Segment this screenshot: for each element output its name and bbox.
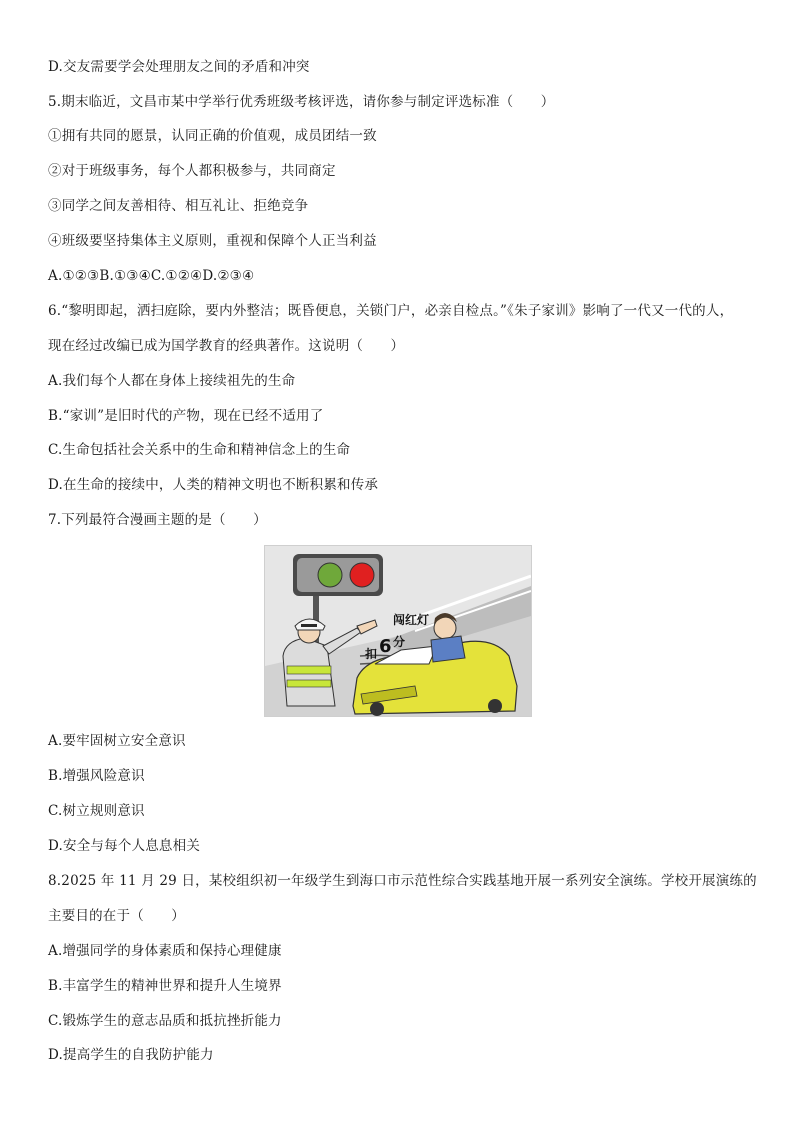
q4-option-d: D.交友需要学会处理朋友之间的矛盾和冲突 bbox=[48, 59, 310, 75]
q6-option-d: D.在生命的接续中，人类的精神文明也不断积累和传承 bbox=[48, 477, 379, 493]
q6-stem-line2: 现在经过改编已成为国学教育的经典著作。这说明（ ） bbox=[48, 338, 405, 354]
q7-option-d: D.安全与每个人息息相关 bbox=[48, 838, 201, 854]
q5-stem: 5.期末临近，文昌市某中学举行优秀班级考核评选，请你参与制定评选标准（ ） bbox=[48, 94, 555, 110]
penalty-number: 6 bbox=[379, 636, 392, 657]
q5-item-2: ②对于班级事务，每个人都积极参与，共同商定 bbox=[48, 163, 336, 179]
q8-option-b: B.丰富学生的精神世界和提升人生境界 bbox=[48, 978, 282, 994]
penalty-text: 扣 bbox=[365, 647, 378, 661]
q8-stem-line2: 主要目的在于（ ） bbox=[48, 908, 185, 924]
q6-option-c: C.生命包括社会关系中的生命和精神信念上的生命 bbox=[48, 442, 351, 458]
q5-item-1: ①拥有共同的愿景，认同正确的价值观，成员团结一致 bbox=[48, 128, 377, 144]
cartoon-illustration bbox=[265, 546, 531, 716]
q8-stem-line1: 8.2025 年 11 月 29 日，某校组织初一年级学生到海口市示范性综合实践基地开展一系列安全演练。学校开展演练的 bbox=[48, 873, 757, 889]
q5-options: A.①②③B.①③④C.①②④D.②③④ bbox=[48, 268, 255, 284]
q8-option-d: D.提高学生的自我防护能力 bbox=[48, 1047, 214, 1063]
q6-option-b: B.“家训”是旧时代的产物，现在已经不适用了 bbox=[48, 408, 324, 424]
q7-option-a: A.要牢固树立安全意识 bbox=[48, 733, 186, 749]
penalty-unit: 分 bbox=[393, 635, 406, 649]
q8-option-a: A.增强同学的身体素质和保持心理健康 bbox=[48, 943, 282, 959]
sign-text: 闯红灯 bbox=[393, 613, 430, 627]
q5-item-4: ④班级要坚持集体主义原则，重视和保障个人正当利益 bbox=[48, 233, 377, 249]
q7-option-b: B.增强风险意识 bbox=[48, 768, 145, 784]
q6-stem-line1: 6.“黎明即起，洒扫庭除，要内外整洁；既昏便息，关锁门户，必亲自检点。”《朱子家训》影响了一代又一代的人， bbox=[48, 303, 734, 319]
q7-option-c: C.树立规则意识 bbox=[48, 803, 145, 819]
q6-option-a: A.我们每个人都在身体上接续祖先的生命 bbox=[48, 373, 296, 389]
traffic-cartoon bbox=[264, 545, 532, 717]
q7-stem: 7.下列最符合漫画主题的是（ ） bbox=[48, 512, 267, 528]
q5-item-3: ③同学之间友善相待、相互礼让、拒绝竞争 bbox=[48, 198, 309, 214]
q8-option-c: C.锻炼学生的意志品质和抵抗挫折能力 bbox=[48, 1013, 282, 1029]
